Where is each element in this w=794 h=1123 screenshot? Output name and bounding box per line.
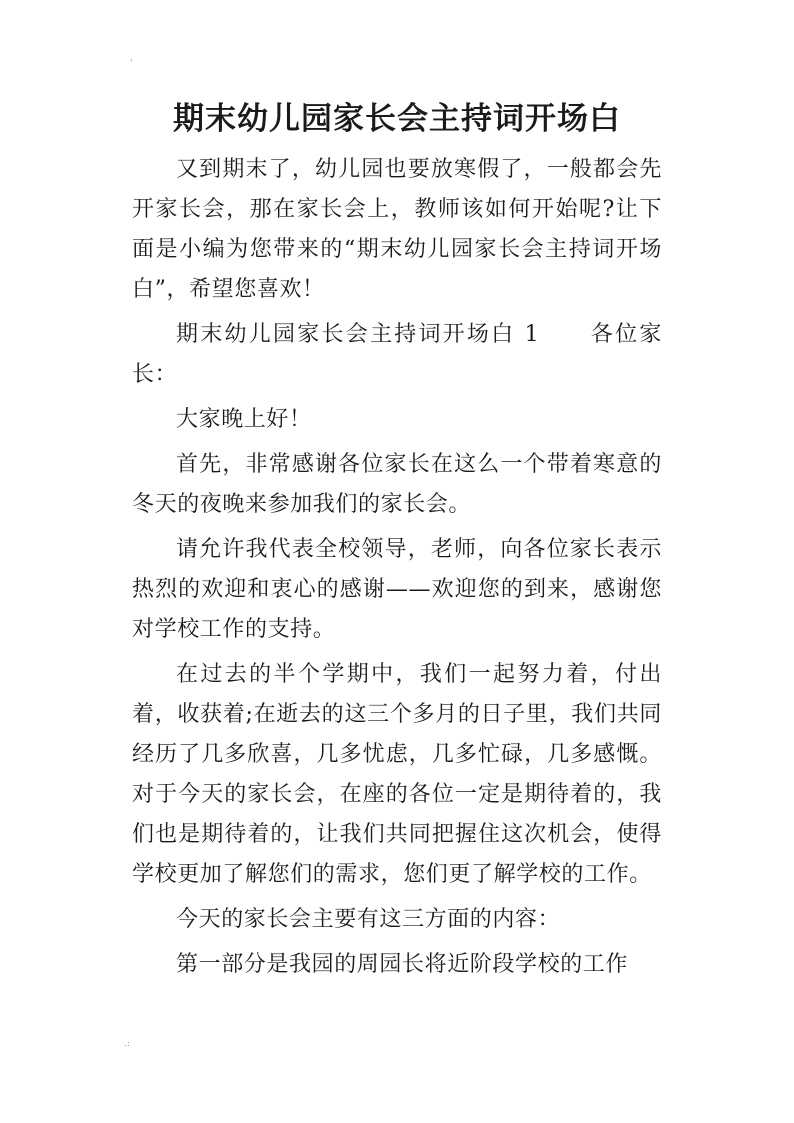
corner-mark-bottom: .: — [124, 1039, 130, 1049]
paragraph-section-heading — [132, 315, 662, 395]
paragraph-agenda-intro: 今天的家长会主要有这三方面的内容： — [176, 907, 561, 932]
paragraph-review: 在过去的半个学期中，我们一起努力着，付出着，收获着;在逝去的这三个多月的日子里，我们共同经历了几多欣喜，几多忧虑，几多忙碌，几多感慨。对于今天的家长会，在座的各位一定是期待着的，我们也是期待着的，让我们共同把握住这次机会，使得学校更加了解您们的需求，您们更了解学校的工作。 — [132, 662, 662, 887]
paragraph-greeting: 大家晚上好！ — [176, 407, 312, 432]
document-body — [132, 150, 662, 990]
paragraph-part-one: 第一部分是我园的周园长将近阶段学校的工作 — [176, 952, 629, 977]
section-heading: 期末幼儿园家长会主持词开场白 1 — [176, 322, 540, 347]
corner-mark-top: ' — [130, 59, 133, 69]
paragraph-welcome: 请允许我代表全校领导，老师，向各位家长表示热烈的欢迎和衷心的感谢——欢迎您的到来，感谢您对学校工作的支持。 — [132, 537, 662, 642]
section-salutation: 各位家长： — [132, 322, 662, 387]
paragraph-intro: 又到期末了，幼儿园也要放寒假了，一般都会先开家长会，那在家长会上，教师该如何开始呢?让下面是小编为您带来的“期末幼儿园家长会主持词开场白”，希望您喜欢！ — [132, 157, 662, 302]
paragraph-thanks: 首先，非常感谢各位家长在这么一个带着寒意的冬天的夜晚来参加我们的家长会。 — [132, 452, 662, 517]
page-title: 期末幼儿园家长会主持词开场白 — [173, 101, 621, 137]
